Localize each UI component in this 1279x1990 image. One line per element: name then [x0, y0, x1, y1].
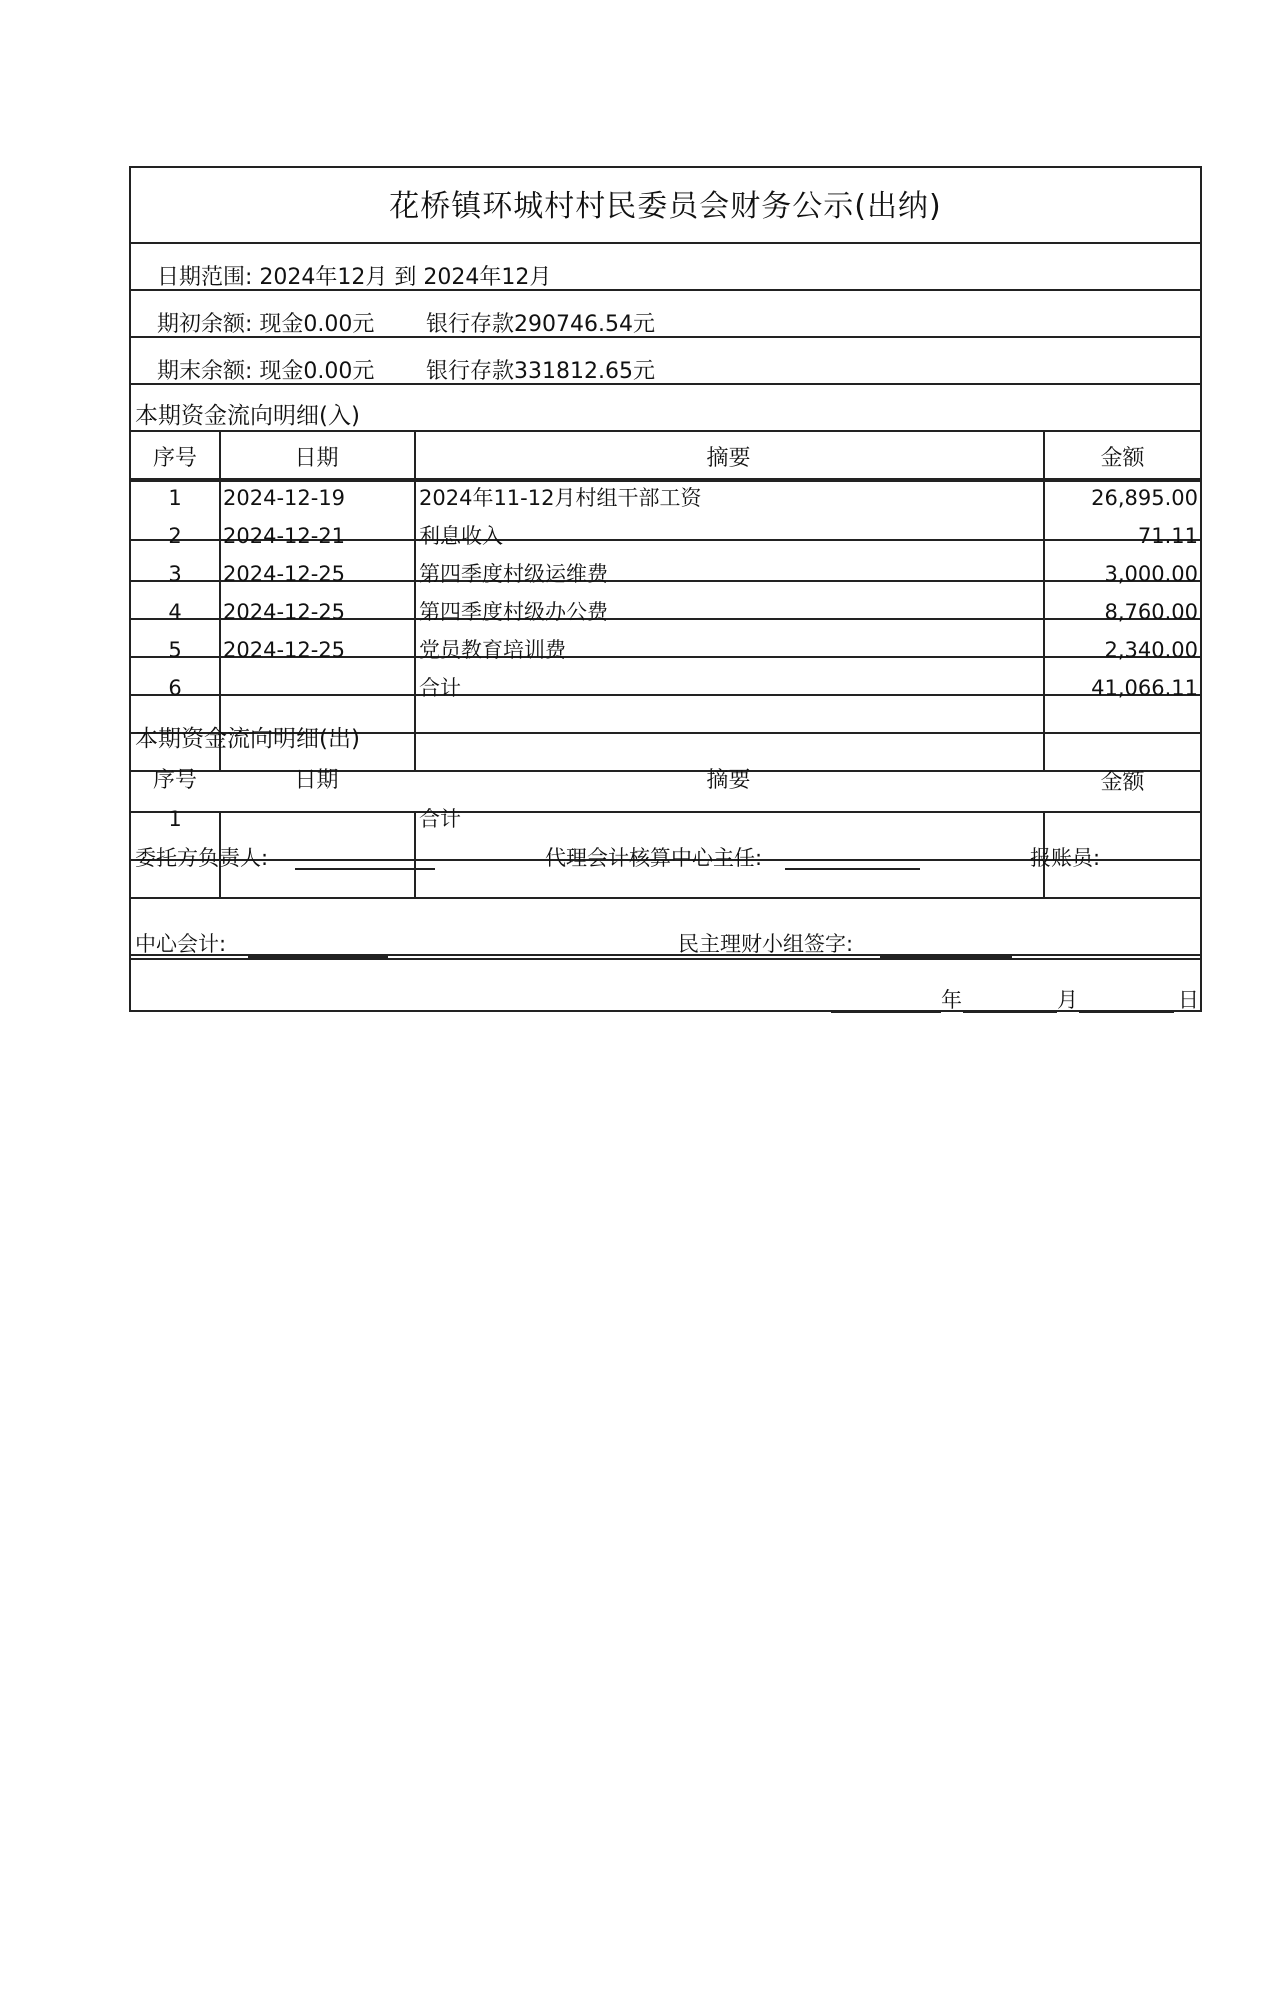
row-date: 2024-12-25 [223, 600, 346, 624]
center-accountant-signature-line [248, 956, 388, 958]
year-label: 年 [941, 988, 962, 1012]
row-summary: 2024年11-12月村组干部工资 [419, 486, 702, 510]
rule [131, 430, 1200, 432]
income-header-summary: 摘要 [706, 446, 751, 471]
reporter-label: 报账员: [1030, 846, 1101, 870]
row-amount: 71.11 [1137, 524, 1198, 548]
opening-balance-cash: 期初余额: 现金0.00元 [157, 312, 375, 337]
expense-header-summary: 摘要 [706, 768, 751, 793]
row-no: 5 [168, 638, 182, 662]
expense-section-title: 本期资金流向明细(出) [135, 726, 360, 752]
row-amount: 8,760.00 [1104, 600, 1198, 624]
row-no: 2 [168, 524, 182, 548]
row-summary: 第四季度村级办公费 [419, 600, 608, 624]
row-summary: 第四季度村级运维费 [419, 562, 608, 586]
income-header-amount: 金额 [1100, 446, 1145, 471]
expense-header-date: 日期 [294, 768, 339, 793]
day-label: 日 [1178, 988, 1199, 1012]
expense-header-no: 序号 [152, 768, 197, 793]
center-accountant-label: 中心会计: [135, 932, 227, 956]
year-blank-line [831, 1012, 941, 1013]
column-rule [1043, 430, 1045, 770]
row-date: 2024-12-19 [223, 486, 346, 510]
row-summary: 合计 [419, 676, 461, 700]
finance-disclosure-form [129, 166, 1202, 1012]
income-section-title: 本期资金流向明细(入) [135, 403, 360, 429]
finance-group-label: 民主理财小组签字: [678, 932, 854, 956]
row-amount: 2,340.00 [1104, 638, 1198, 662]
row-no: 1 [168, 807, 182, 831]
principal-signature-line [295, 868, 435, 870]
day-blank-line [1079, 1012, 1174, 1013]
closing-balance-bank: 银行存款331812.65元 [426, 359, 655, 384]
row-amount: 3,000.00 [1104, 562, 1198, 586]
row-date: 2024-12-25 [223, 562, 346, 586]
row-no: 1 [168, 486, 182, 510]
row-summary: 合计 [419, 807, 461, 831]
form-title: 花桥镇环城村村民委员会财务公示(出纳) [389, 189, 942, 224]
month-blank-line [963, 1012, 1057, 1013]
principal-label: 委托方负责人: [135, 846, 269, 870]
rule [131, 480, 1200, 482]
signature-line [133, 897, 273, 899]
center-director-label: 代理会计核算中心主任: [545, 846, 763, 870]
row-summary: 利息收入 [419, 524, 503, 548]
rule [131, 958, 1200, 960]
column-rule [414, 430, 416, 770]
finance-group-signature-line [880, 956, 1012, 958]
month-label: 月 [1057, 988, 1078, 1012]
center-director-signature-line [785, 868, 920, 870]
column-rule [414, 811, 416, 897]
row-no: 6 [168, 676, 182, 700]
row-date: 2024-12-21 [223, 524, 346, 548]
income-header-no: 序号 [152, 446, 197, 471]
closing-balance-cash: 期末余额: 现金0.00元 [157, 359, 375, 384]
rule [131, 694, 1200, 696]
rule [131, 242, 1200, 244]
row-no: 3 [168, 562, 182, 586]
row-date: 2024-12-25 [223, 638, 346, 662]
opening-balance-bank: 银行存款290746.54元 [426, 312, 655, 337]
expense-header-amount: 金额 [1100, 770, 1145, 795]
row-amount: 41,066.11 [1091, 676, 1198, 700]
row-amount: 26,895.00 [1091, 486, 1198, 510]
row-no: 4 [168, 600, 182, 624]
column-rule [219, 430, 221, 770]
income-header-date: 日期 [294, 446, 339, 471]
rule [131, 897, 1200, 899]
row-summary: 党员教育培训费 [419, 638, 566, 662]
rule [131, 811, 1200, 813]
date-range: 日期范围: 2024年12月 到 2024年12月 [157, 265, 552, 290]
